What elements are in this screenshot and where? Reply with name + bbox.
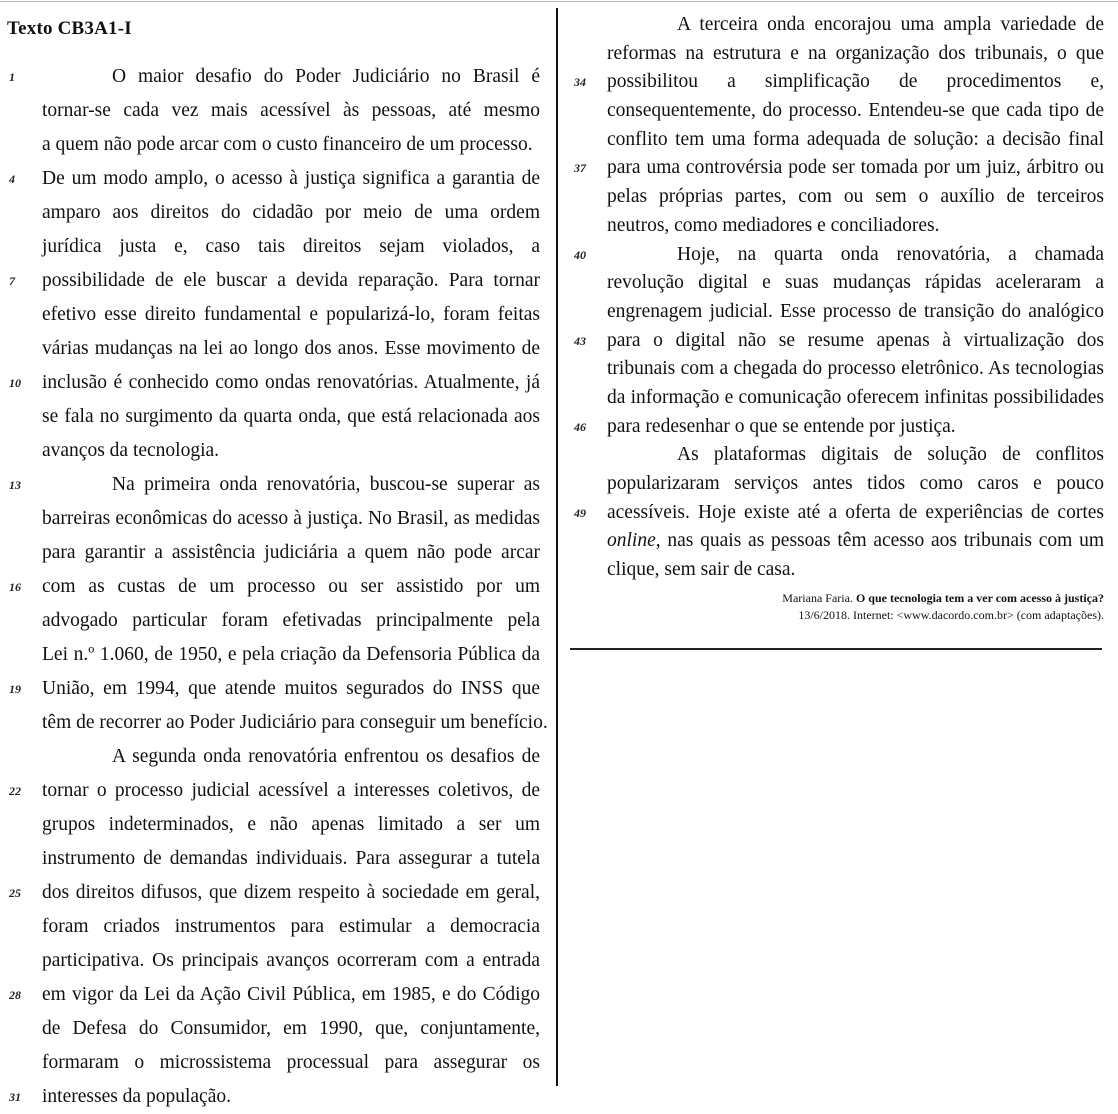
text-line [42,196,540,230]
end-rule [570,648,1102,650]
line-text: Na primeira onda renovatória, buscou-se superar as [112,474,540,495]
text-line [574,154,1104,183]
line-text: popularizaram serviços antes tidos como caros e pouco [607,473,1104,494]
source-author: Mariana Faria. [782,591,853,605]
text-line [607,11,1104,40]
line-text: conflito tem uma forma adequada de solução: a decisão final [607,128,1104,150]
line-number: 37 [574,161,586,176]
text-line [607,527,1104,556]
line-number: 22 [9,784,21,798]
line-number: 28 [9,988,21,1002]
line-text: a quem não pode arcar com o custo financeiro de um processo. [42,134,533,155]
line-text: , nas quais as pessoas têm acesso aos tribunais com um [655,530,1104,552]
line-text: participativa. Os principais avanços ocorreram com a entrada [42,950,540,971]
text-line [9,978,540,1012]
text-line [42,230,540,264]
line-text: reformas na estrutura e na organização dos tribunais, o que [607,42,1104,64]
line-text: com as custas de um processo ou ser assistido por um [42,576,540,597]
line-text: grupos indeterminados, e não apenas limitado a ser um [42,814,540,835]
text-line [9,264,540,298]
text-line [42,502,540,536]
text-line [607,298,1104,327]
line-text: engrenagem judicial. Esse processo de transição do analógico [607,300,1104,322]
italic-word: online [607,530,656,552]
line-text: barreiras econômicas do acesso à justiça. No Brasil, as medidas [42,508,540,529]
text-line [9,162,540,196]
text-line [42,128,540,162]
line-text: advogado particular foram efetivadas principalmente pela [42,610,540,631]
text-line [42,842,540,876]
line-text: formaram o microssistema processual para assegurar os [42,1052,540,1073]
line-text: se fala no surgimento da quarta onda, que está relacionada aos [42,406,540,427]
line-text: tornar o processo judicial acessível a interesses coletivos, de [42,780,540,801]
left-text-column [9,60,548,1114]
line-text: dos direitos difusos, que dizem respeito à sociedade em geral, [42,882,540,903]
line-text: revolução digital e suas mudanças rápidas aceleraram a [607,272,1104,294]
text-line [42,434,540,468]
line-number: 40 [574,247,586,262]
text-line [42,400,540,434]
line-text: efetivo esse direito fundamental e popularizá-lo, foram feitas [42,304,540,325]
line-text: instrumento de demandas individuais. Para assegurar a tutela [42,848,540,869]
line-text: para garantir a assistência judiciária a quem não pode arcar [42,542,540,563]
line-number: 19 [9,682,21,696]
text-line [607,269,1104,298]
line-text: da informação e comunicação oferecem infinitas possibilidades [607,386,1104,408]
line-text: possibilitou a simplificação de procedimentos e, [607,71,1104,93]
text-line [9,876,540,910]
line-text: para uma controvérsia pode ser tomada por um juiz, árbitro ou [607,157,1104,179]
column-divider [556,8,558,1086]
text-line [9,1080,540,1114]
line-text: de Defesa do Consumidor, em 1990, que, conjuntamente, [42,1018,540,1039]
line-text: Hoje, na quarta onda renovatória, a chamada [677,243,1104,265]
text-line [607,384,1104,413]
line-text: possibilidade de ele buscar a devida reparação. Para tornar [42,270,540,291]
text-line [607,212,1104,241]
text-line [42,94,540,128]
text-line [574,413,1104,442]
line-text: A segunda onda renovatória enfrentou os desafios de [112,746,540,767]
text-line [607,355,1104,384]
source-date-url: 13/6/2018. Internet: <www.dacordo.com.br> (com adaptações). [798,608,1104,622]
text-line [42,1046,540,1080]
text-line [42,604,540,638]
text-line [42,1012,540,1046]
text-line [607,556,1104,585]
text-line [9,366,540,400]
line-number: 16 [9,580,21,594]
line-number: 49 [574,505,586,520]
text-line [607,40,1104,69]
line-text: avanços da tecnologia. [42,440,220,461]
line-number: 10 [9,376,21,390]
text-line [9,672,540,706]
line-text: jurídica justa e, caso tais direitos sejam violados, a [42,236,540,257]
text-line [42,808,540,842]
line-text: O maior desafio do Poder Judiciário no Brasil é [112,66,540,87]
text-line [607,441,1104,470]
line-number: 13 [9,478,21,492]
line-number: 1 [9,70,15,84]
text-line [9,570,540,604]
document-title: Texto CB3A1-I [7,18,132,39]
source-citation [612,590,1104,624]
text-line [574,68,1104,97]
line-number: 34 [574,75,586,90]
text-line [607,470,1104,499]
right-text-column [574,11,1104,585]
line-text: têm de recorrer ao Poder Judiciário para conseguir um benefício. [42,712,548,733]
text-line [42,706,548,740]
line-text: pelas próprias partes, com ou sem o auxílio de terceiros [607,186,1104,208]
line-text: foram criados instrumentos para estimular a democracia [42,916,540,937]
line-text: interesses da população. [42,1086,231,1107]
source-article-title: O que tecnologia tem a ver com acesso à justiça? [855,591,1104,605]
line-number: 4 [9,172,15,186]
line-text: neutros, como mediadores e conciliadores. [607,214,940,236]
line-text: União, em 1994, que atende muitos segurados do INSS que [42,678,540,699]
line-text: consequentemente, do processo. Entendeu-se que cada tipo de [607,100,1104,122]
line-number: 31 [9,1090,21,1104]
text-line [9,60,540,94]
line-number: 46 [574,419,586,434]
line-text: amparo aos direitos do cidadão por meio de uma ordem [42,202,540,223]
text-line [574,499,1104,528]
line-text: tornar-se cada vez mais acessível às pessoas, até mesmo [42,100,540,121]
text-line [42,944,540,978]
text-line [42,332,540,366]
text-line [42,910,540,944]
text-line [574,241,1104,270]
text-line [607,183,1104,212]
line-text: para o digital não se resume apenas à virtualização dos [607,329,1104,351]
line-text: Lei n.º 1.060, de 1950, e pela criação da Defensoria Pública da [42,644,540,665]
text-line [607,97,1104,126]
text-line [42,638,540,672]
line-number: 7 [9,274,15,288]
text-line [9,774,540,808]
line-text: para redesenhar o que se entende por justiça. [607,415,956,437]
line-number: 43 [574,333,586,348]
line-text: em vigor da Lei da Ação Civil Pública, em 1985, e do Código [42,984,540,1005]
text-line [9,468,540,502]
line-text: A terceira onda encorajou uma ampla variedade de [677,14,1104,35]
text-line [574,327,1104,356]
line-text: inclusão é conhecido como ondas renovatórias. Atualmente, já [42,372,540,393]
line-text: De um modo amplo, o acesso à justiça significa a garantia de [42,168,540,189]
line-text: acessíveis. Hoje existe até a oferta de experiências de cortes [607,501,1104,523]
text-line [42,740,540,774]
line-number: 25 [9,886,21,900]
text-line [42,298,540,332]
line-text: tribunais com a chegada do processo eletrônico. As tecnologias [607,358,1104,380]
line-text: clique, sem sair de casa. [607,559,796,581]
top-rule [0,1,1118,2]
line-text: várias mudanças na lei ao longo dos anos. Esse movimento de [42,338,540,359]
text-line [607,126,1104,155]
text-line [42,536,540,570]
line-text: As plataformas digitais de solução de conflitos [677,444,1104,466]
